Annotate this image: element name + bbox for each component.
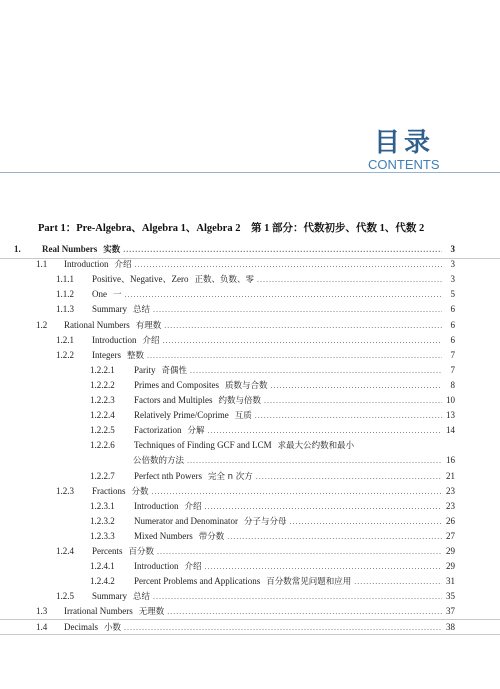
toc-entry-number: 1.1.1 <box>56 274 74 285</box>
leader-dots <box>264 393 442 408</box>
leader-dots <box>227 529 442 544</box>
toc-entry-title-chinese: 介绍 <box>114 260 132 271</box>
toc-entry-title-english: Factors and Multiples <box>134 395 213 405</box>
toc-entry-title-english: Irrational Numbers <box>64 606 133 617</box>
toc-entry[interactable] <box>90 408 455 423</box>
leader-dots <box>257 272 442 287</box>
toc-entry-number: 1.1.2 <box>56 289 74 300</box>
contents-title-english: CONTENTS <box>368 157 440 172</box>
toc-entry-title-chinese: 分数 <box>131 486 149 497</box>
toc-entry[interactable] <box>90 514 455 529</box>
toc-entry-number: 1.2.1 <box>56 334 74 345</box>
leader-dots <box>205 559 442 574</box>
toc-entry-number: 1.2 <box>36 319 48 330</box>
leader-dots <box>354 574 442 589</box>
toc-entry-page: 6 <box>450 319 455 330</box>
leader-dots <box>205 499 442 514</box>
toc-entry-title-chinese: 介绍 <box>184 501 202 512</box>
leader-dots <box>255 408 442 423</box>
leader-dots <box>124 620 442 635</box>
toc-entry-page: 26 <box>446 515 455 526</box>
toc-entry-title-english: Factorization <box>134 425 182 436</box>
leader-dots <box>208 423 443 438</box>
toc-entry-page: 31 <box>446 576 455 587</box>
toc-entry-page: 38 <box>446 621 455 632</box>
toc-entry-number: 1.2.2.4 <box>90 410 115 421</box>
part-title: Part 1：Pre-Algebra、Algebra 1、Algebra 2 第 1 部分：代数初步、代数 1、代数 2 <box>38 223 425 234</box>
toc-entry[interactable] <box>90 559 455 574</box>
toc-entry-title-english: Introduction <box>134 500 179 511</box>
toc-entry-number: 1.2.2.6 <box>90 440 115 451</box>
toc-entry[interactable] <box>133 453 455 468</box>
toc-entry-page: 3 <box>450 244 455 254</box>
toc-entry-title-chinese: 百分数常见问题和应用 <box>266 577 352 588</box>
toc-entry-number: 1.2.3 <box>56 485 74 496</box>
toc-entry-title-english: Fractions <box>92 485 126 496</box>
leader-dots <box>163 333 442 348</box>
leader-dots <box>135 257 442 272</box>
toc-entry-page: 3 <box>450 274 455 285</box>
leader-dots <box>152 484 442 499</box>
toc-entry-number: 1.2.5 <box>56 591 74 602</box>
toc-entry[interactable] <box>90 363 455 378</box>
toc-entry-title-chinese: 介绍 <box>142 335 160 346</box>
toc-entry-page: 23 <box>446 500 455 511</box>
toc-entry-number: 1.2.4 <box>56 546 74 556</box>
toc-entry-page: 37 <box>446 606 455 617</box>
toc-entry[interactable] <box>90 529 455 544</box>
toc-entry-title-english: Decimals <box>64 621 98 632</box>
toc-entry[interactable] <box>90 499 455 514</box>
toc-entry-page: 5 <box>450 289 455 300</box>
leader-dots <box>271 378 442 393</box>
toc-entry-number: 1.1 <box>36 259 48 270</box>
toc-entry-number: 1.2.3.1 <box>90 500 115 511</box>
toc-entry-title-chinese: 实数 <box>103 245 121 255</box>
toc-entry-title-chinese: 一 <box>113 290 122 301</box>
toc-entry-title-chinese: 整数 <box>127 350 145 361</box>
toc-entry-number: 1.2.2.2 <box>90 379 115 390</box>
toc-entry-number: 1.2.4.1 <box>90 561 115 572</box>
toc-entry-title-chinese: 求最大公约数和最小 <box>277 441 355 452</box>
toc-entry[interactable] <box>56 544 455 559</box>
toc-entry-number: 1.2.3.2 <box>90 515 115 526</box>
toc-entry-title-chinese: 介绍 <box>184 562 202 573</box>
toc-entry-title-english: Real Numbers <box>42 244 98 254</box>
leader-dots <box>147 348 442 363</box>
leader-dots <box>153 302 442 317</box>
toc-entry-number: 1.2.2 <box>56 349 74 360</box>
toc-entry-title-english: Techniques of Finding GCF and LCM <box>134 440 272 451</box>
toc-entry-page: 27 <box>446 530 455 541</box>
leader-dots <box>187 453 442 468</box>
toc-entry-title-chinese: 质数与合数 <box>225 380 268 391</box>
toc-entry-page: 14 <box>446 425 455 436</box>
toc-entry-page: 3 <box>450 259 455 270</box>
toc-entry[interactable] <box>14 242 455 257</box>
toc-entry-title-chinese: 奇偶性 <box>161 365 188 376</box>
toc-entry[interactable] <box>36 620 455 635</box>
leader-dots <box>123 242 442 257</box>
toc-entry-page: 29 <box>446 546 455 556</box>
toc-entry-title-chinese: 互质 <box>234 411 252 422</box>
toc-entry[interactable] <box>36 318 455 333</box>
toc-entry-title-chinese: 带分数 <box>198 531 225 542</box>
toc-entry-title-chinese: 约数与倍数 <box>218 396 262 406</box>
toc-entry-title-english: Integers <box>92 349 121 360</box>
toc-entry-title-chinese: 无理数 <box>138 607 165 618</box>
toc-entry-page: 16 <box>446 455 455 466</box>
toc-entry-title-english: Numerator and Denominator <box>134 515 238 526</box>
toc-entry[interactable] <box>90 438 455 453</box>
toc-entry-title-chinese: 百分数 <box>128 547 155 557</box>
toc-entry-title-english: Relatively Prime/Coprime <box>134 410 229 421</box>
leader-dots <box>164 318 442 333</box>
toc-entry-number: 1.2.2.5 <box>90 425 115 436</box>
toc-entry-title-english: Percent Problems and Applications <box>134 576 261 587</box>
toc-entry-title-english: Percents <box>92 546 123 556</box>
toc-entry-title-english: Introduction <box>134 561 179 572</box>
toc-entry-page: 8 <box>450 379 455 390</box>
toc-entry-title-english: Positive、Negative、Zero <box>92 274 189 285</box>
toc-entry-page: 7 <box>450 364 455 375</box>
toc-entry[interactable] <box>90 423 455 438</box>
leader-dots <box>167 604 442 619</box>
leader-dots <box>157 544 442 559</box>
toc-entry-page: 29 <box>446 561 455 572</box>
toc-entry-title-english: Primes and Composites <box>134 379 219 390</box>
leader-dots <box>256 469 442 484</box>
toc-entry-page: 23 <box>446 485 455 496</box>
toc-entry[interactable] <box>56 348 455 363</box>
toc-entry[interactable] <box>56 333 455 348</box>
toc-entry[interactable] <box>36 604 455 619</box>
toc-entry-title-chinese: 总结 <box>133 592 151 603</box>
toc-entry-page: 10 <box>446 395 455 405</box>
toc-entry-page: 21 <box>446 470 455 481</box>
toc-entry-number: 1.1.3 <box>56 304 74 315</box>
toc-entry-title-english: Perfect nth Powers <box>134 470 202 481</box>
toc-entry-title-english: Mixed Numbers <box>134 530 193 541</box>
toc-entry-title-chinese: 公倍数的方法 <box>133 456 185 467</box>
toc-entry-title-english: Rational Numbers <box>64 319 130 330</box>
toc-entry-title-chinese: 正数、负数、零 <box>194 275 254 286</box>
toc-entry-title-chinese: 分解 <box>187 426 205 437</box>
toc-entry-title-chinese: 有理数 <box>135 320 162 331</box>
toc-entry[interactable] <box>90 574 455 589</box>
toc-entry-title-chinese: 总结 <box>133 305 151 316</box>
toc-entry-title-english: Summary <box>92 304 127 315</box>
toc-entry-page: 35 <box>446 591 455 602</box>
toc-entry-number: 1.3 <box>36 606 48 617</box>
toc-entry-title-english: Introduction <box>92 334 137 345</box>
toc-entry[interactable] <box>90 469 455 484</box>
toc-entry[interactable] <box>90 393 455 408</box>
toc-entry-title-chinese: 分子与分母 <box>243 516 287 527</box>
toc-entry-number: 1. <box>14 244 21 254</box>
toc-entry-number: 1.2.2.3 <box>90 395 115 405</box>
toc-entry-number: 1.2.2.7 <box>90 470 115 481</box>
toc-entry-number: 1.2.4.2 <box>90 576 115 587</box>
toc-entry-title-chinese: 小数 <box>104 622 122 633</box>
toc-entry-title-english: One <box>92 289 107 300</box>
leader-dots <box>289 514 442 529</box>
toc-entry-page: 13 <box>446 410 455 421</box>
leader-dots <box>153 589 442 604</box>
toc-entry-page: 6 <box>450 334 455 345</box>
toc-entry[interactable] <box>56 272 455 287</box>
toc-entry[interactable] <box>56 589 455 604</box>
toc-entry[interactable] <box>56 302 455 317</box>
toc-entry-number: 1.4 <box>36 621 48 632</box>
toc-entry[interactable] <box>56 484 455 499</box>
leader-dots <box>190 363 442 378</box>
header-rule <box>0 172 500 173</box>
contents-title-chinese: 目录 <box>374 128 435 158</box>
toc-entry[interactable] <box>56 287 455 302</box>
toc-entry[interactable] <box>90 378 455 393</box>
toc-entry-page: 6 <box>450 304 455 315</box>
toc-entry-title-english: Introduction <box>64 259 109 270</box>
toc-entry[interactable] <box>36 257 455 272</box>
toc-entry-title-chinese: 完全 n 次方 <box>207 471 253 482</box>
toc-entry-number: 1.2.3.3 <box>90 530 115 541</box>
toc-entry-title-english: Summary <box>92 591 127 602</box>
toc-entry-number: 1.2.2.1 <box>90 364 115 375</box>
toc-entry-title-english: Parity <box>134 364 156 375</box>
leader-dots <box>125 287 442 302</box>
toc-entry-page: 7 <box>450 349 455 360</box>
